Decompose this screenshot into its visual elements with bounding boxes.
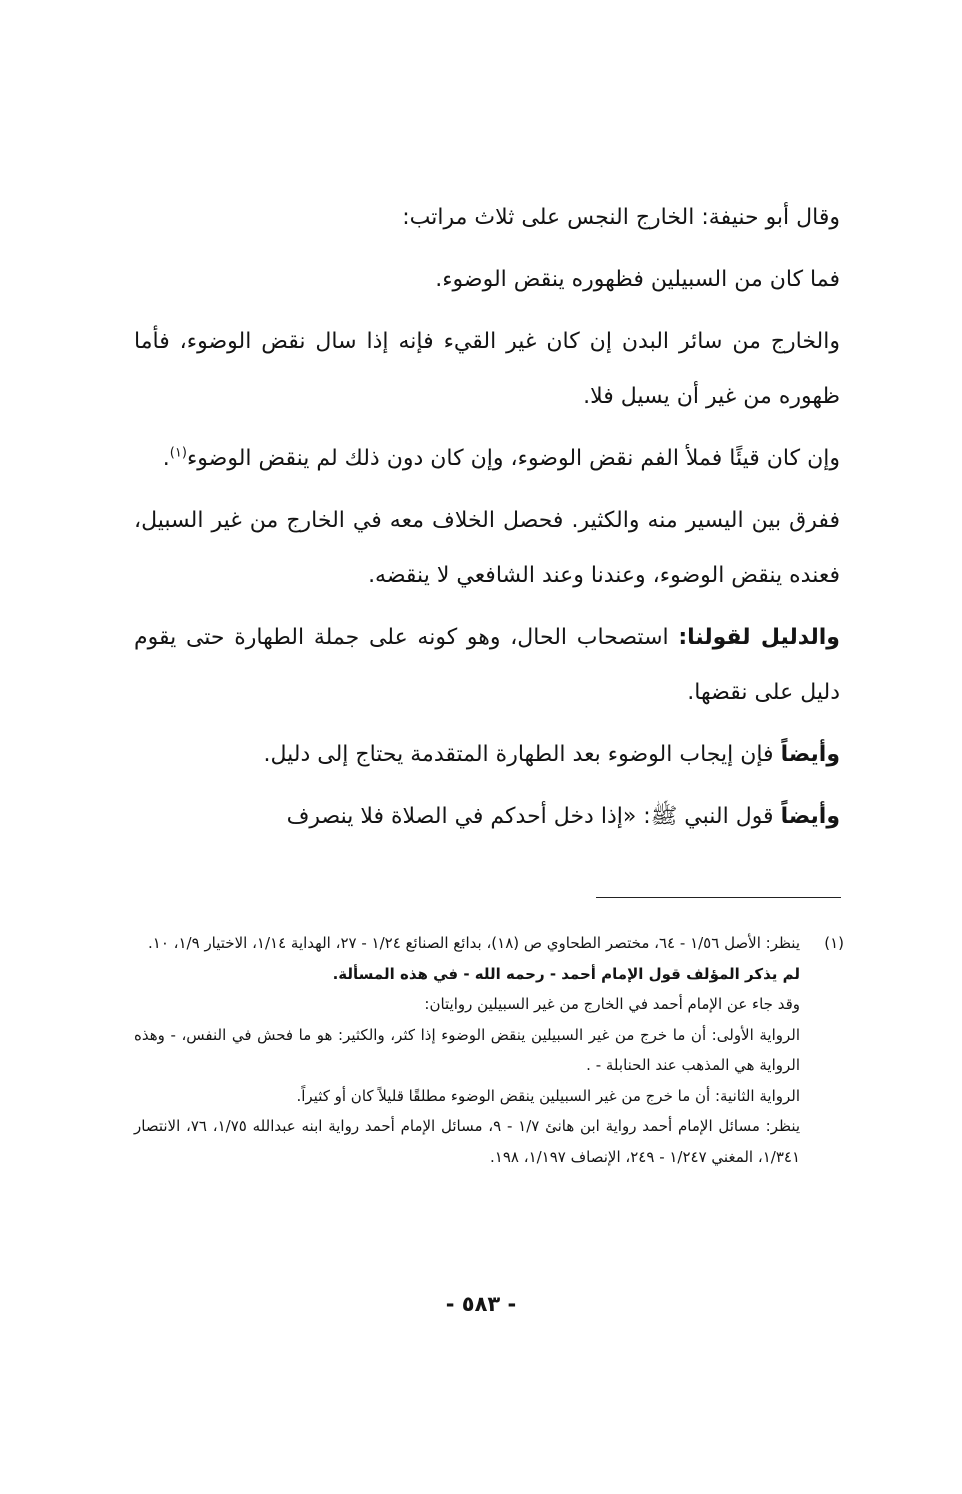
paragraph-text: وإن كان قيئًا فملأ الفم نقض الوضوء، وإن كان دون ذلك لم ينقض الوضوء: [186, 446, 840, 471]
footnote-text-bold: لم يذكر المؤلف قول الإمام أحمد - رحمه الله - في هذه المسألة.: [332, 964, 800, 983]
footnote-line: [134, 1081, 800, 1112]
footnote-reference[interactable]: (١): [169, 445, 187, 461]
footnote-body: [134, 928, 800, 1172]
footnote-line: [134, 989, 800, 1020]
paragraph: [134, 493, 840, 603]
page-number: - ٥٨٣ -: [445, 1292, 517, 1316]
paragraph: [134, 610, 840, 720]
footnote-text: ينظر: الأصل ١/٥٦ - ٦٤، مختصر الطحاوي ص (١٨)، بدائع الصنائع ١/٢٤ - ٢٧، الهداية ١/١٤، الاختيار ١/٩، ١٠.: [147, 934, 800, 952]
paragraph-text: ففرق بين اليسير منه والكثير. فحصل الخلاف معه في الخارج من غير السبيل، فعنده ينقض الوضوء، وعندنا وعند الشافعي لا ينقضه.: [134, 508, 840, 588]
footnote-line: [134, 959, 800, 990]
paragraph-text: وقال أبو حنيفة: الخارج النجس على ثلاث مراتب:: [402, 205, 840, 230]
paragraph-text: قول النبي ﷺ: «إذا دخل أحدكم في الصلاة فلا ينصرف: [286, 804, 781, 829]
paragraph-lead: والدليل لقولنا:: [678, 625, 840, 650]
paragraph: [134, 431, 840, 486]
footnote-text: الرواية الأولى: أن ما خرج من غير السبيلين ينقض الوضوء إذا كثر، والكثير: هو ما فحش في النفس، - وهذه الرواية هي المذهب عند الحنابلة - .: [134, 1025, 800, 1074]
paragraph: [134, 190, 840, 245]
paragraph-tail: .: [162, 446, 170, 471]
footnote: [134, 928, 844, 1172]
paragraph-lead: وأيضاً: [780, 742, 840, 767]
footnote-text: وقد جاء عن الإمام أحمد في الخارج من غير السبيلين روايتان:: [424, 995, 800, 1013]
paragraph-text: والخارج من سائر البدن إن كان غير القيء فإنه إذا سال نقض الوضوء، فأما ظهوره من غير أن يسيل فلا.: [134, 329, 840, 409]
paragraph-text: استصحاب الحال، وهو كونه على جملة الطهارة حتى يقوم دليل على نقضها.: [134, 625, 840, 705]
footnotes: [134, 928, 844, 1172]
footnote-line: [134, 1020, 800, 1081]
paragraph-lead: وأيضاً: [780, 804, 840, 829]
main-text: [134, 190, 840, 851]
paragraph: [134, 314, 840, 424]
footnote-line: [134, 1111, 800, 1172]
paragraph: [134, 727, 840, 782]
footnote-text: ينظر: مسائل الإمام أحمد رواية ابن هانئ ١/٧ - ٩، مسائل الإمام أحمد رواية ابنه عبدالله ١/٧٥، ٧٦، الانتصار ١/٣٤١، المغني ١/٢٤٧ - ٢٤٩، الإنصاف ١/١٩٧، ١٩٨.: [134, 1117, 801, 1166]
paragraph: [134, 252, 840, 307]
footnote-separator: [596, 897, 841, 898]
paragraph: [134, 789, 840, 844]
footnote-number: (١): [824, 934, 844, 952]
paragraph-text: فما كان من السبيلين فظهوره ينقض الوضوء.: [435, 267, 840, 292]
footnote-line: [134, 928, 800, 959]
paragraph-text: فإن إيجاب الوضوء بعد الطهارة المتقدمة يحتاج إلى دليل.: [263, 742, 781, 767]
footnote-text: الرواية الثانية: أن ما خرج من غير السبيلين ينقض الوضوء مطلقًا قليلاً كان أو كثيراً.: [296, 1086, 800, 1105]
